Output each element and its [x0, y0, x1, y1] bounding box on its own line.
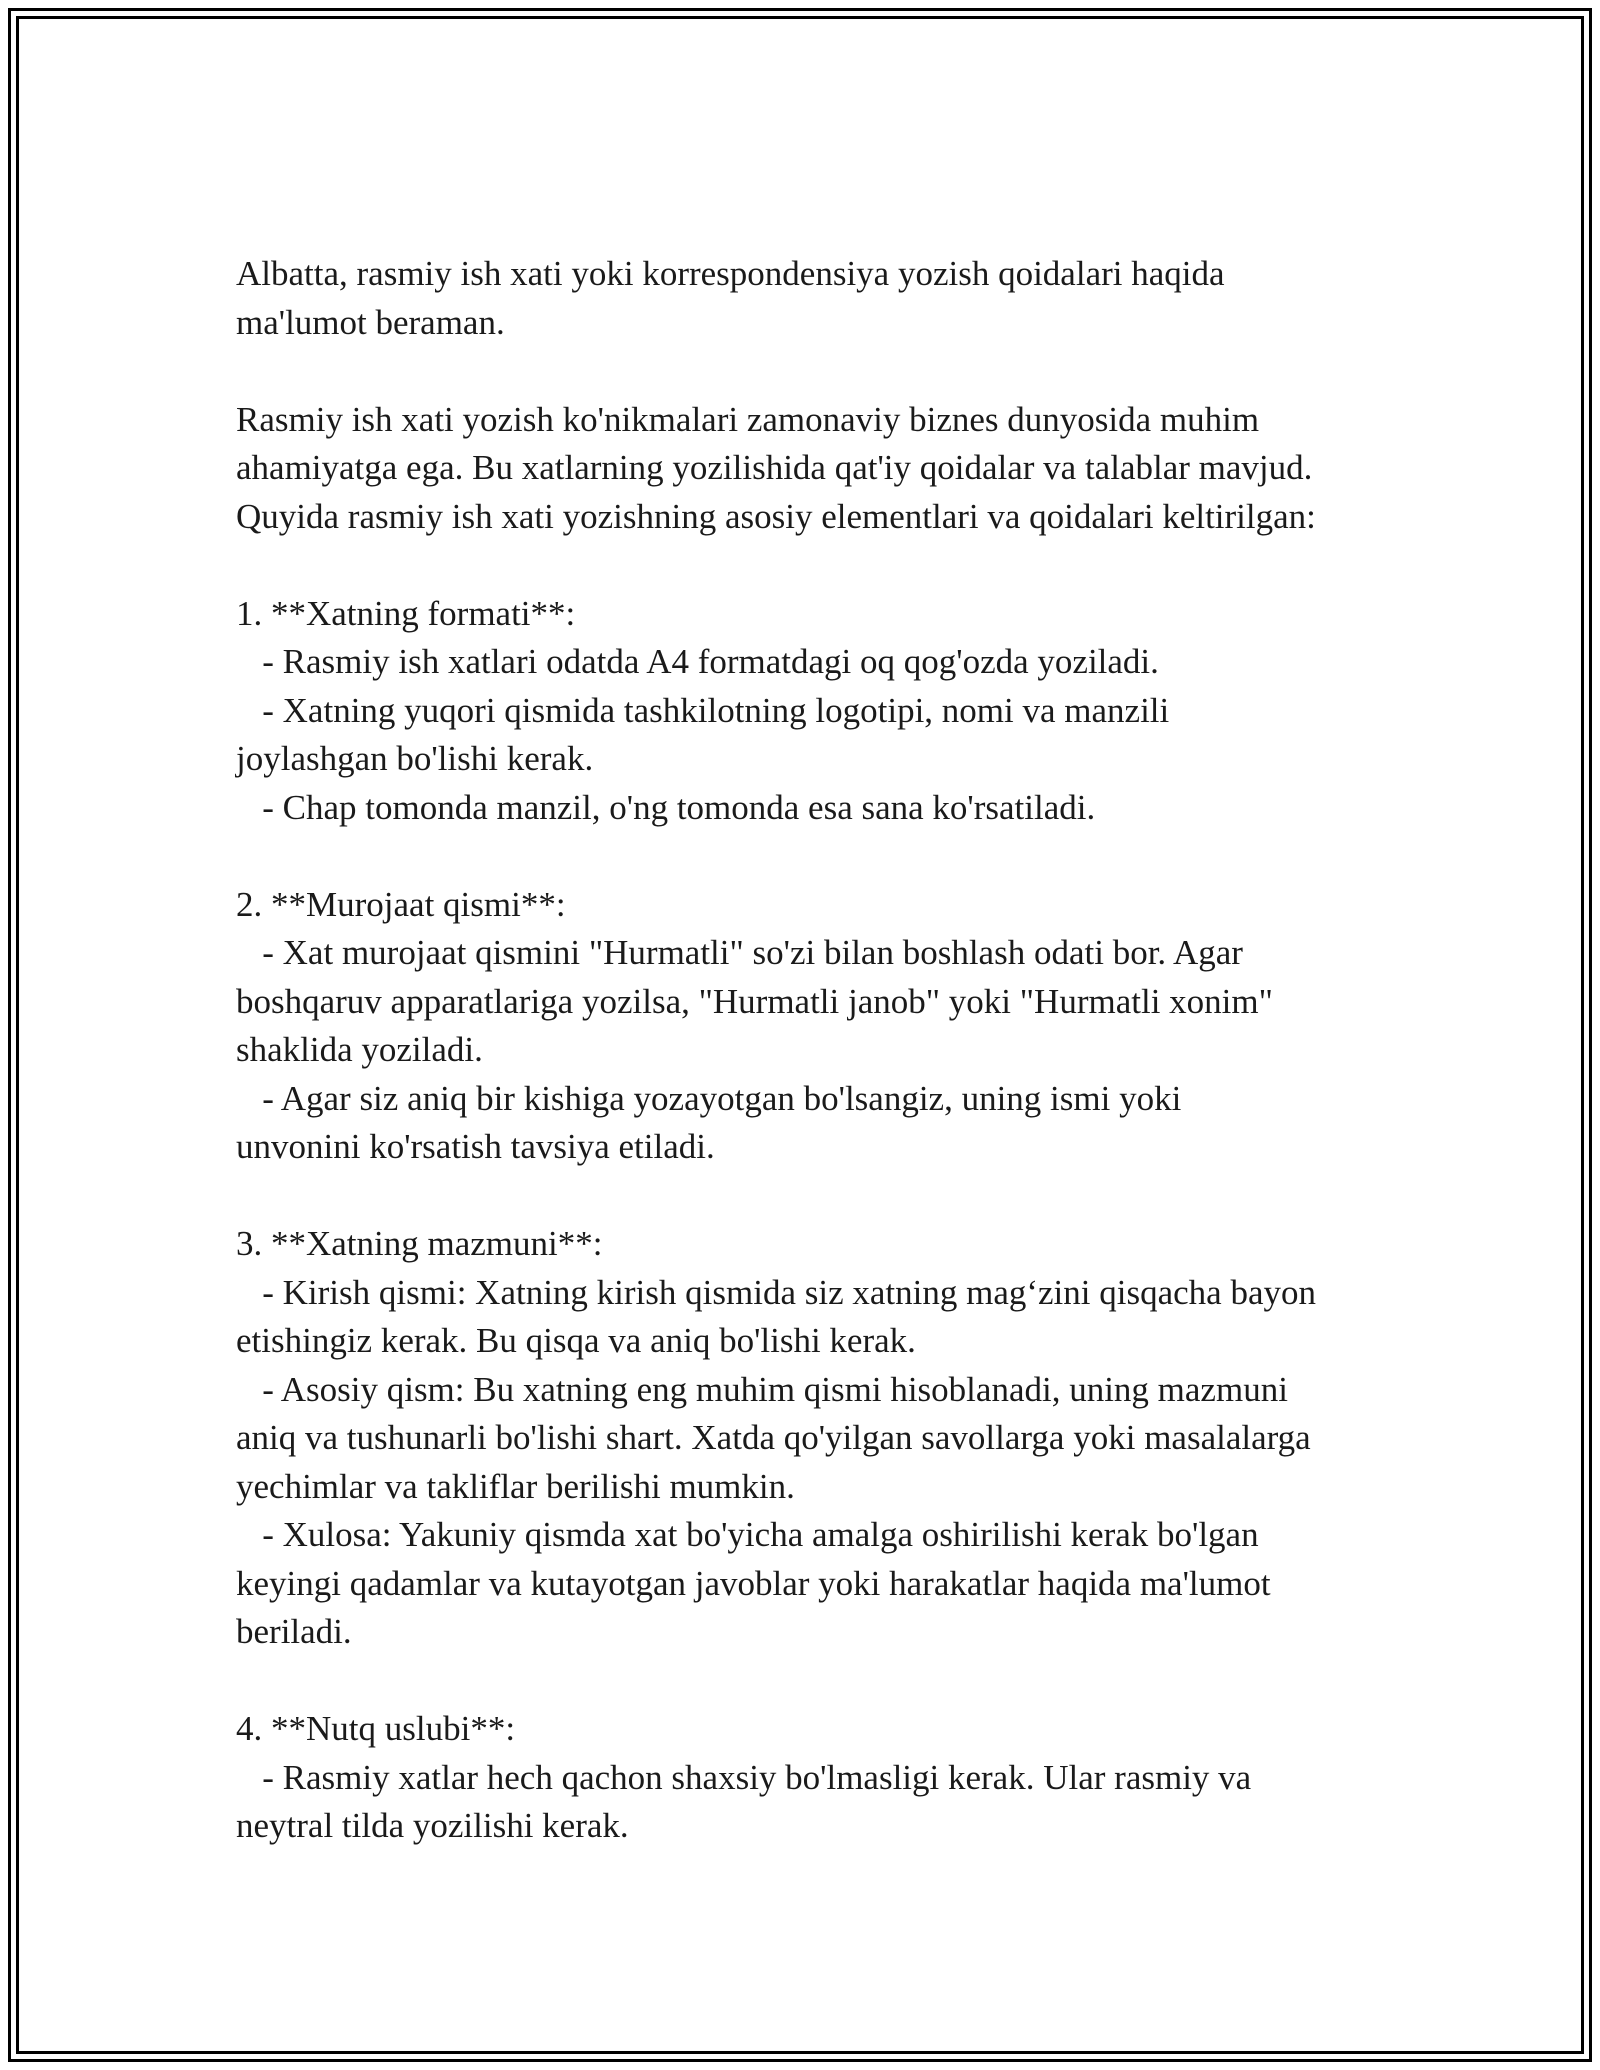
list-item: - Chap tomonda manzil, o'ng tomonda esa sana ko'rsatiladi.: [236, 787, 1096, 827]
paragraph-spacer: [236, 1657, 1386, 1706]
paragraph-spacer: [236, 832, 1386, 881]
text-line: shaklida yoziladi.: [236, 1030, 483, 1069]
list-item: - Agar siz aniq bir kishiga yozayotgan bo'lsangiz, uning ismi yoki: [236, 1078, 1182, 1118]
paragraph-spacer: [236, 541, 1386, 590]
text-line: aniq va tushunarli bo'lishi shart. Xatda qo'yilgan savollarga yoki masalalarga: [236, 1418, 1311, 1457]
section-format: [236, 590, 1386, 833]
paragraph-intro: [236, 250, 1386, 347]
list-item: - Rasmiy xatlar hech qachon shaxsiy bo'lmasligi kerak. Ular rasmiy va: [236, 1757, 1252, 1797]
text-line: ahamiyatga ega. Bu xatlarning yozilishida qat'iy qoidalar va talablar mavjud.: [236, 448, 1313, 487]
text-line: boshqaruv apparatlariga yozilsa, "Hurmatli janob" yoki "Hurmatli xonim": [236, 981, 1273, 1021]
text-line: ma'lumot beraman.: [236, 302, 505, 342]
section-heading: 1. **Xatning formati**:: [236, 593, 576, 633]
text-line: keyingi qadamlar va kutayotgan javoblar yoki harakatlar haqida ma'lumot: [236, 1563, 1271, 1603]
list-item: - Xatning yuqori qismida tashkilotning logotipi, nomi va manzili: [236, 690, 1170, 730]
section-style: [236, 1705, 1386, 1851]
text-line: Quyida rasmiy ish xati yozishning asosiy elementlari va qoidalari keltirilgan:: [236, 496, 1316, 536]
paragraph-overview: [236, 396, 1386, 542]
section-heading: 2. **Murojaat qismi**:: [236, 884, 566, 924]
text-line: joylashgan bo'lishi kerak.: [236, 739, 594, 778]
text-line: beriladi.: [236, 1612, 352, 1651]
text-line: unvonini ko'rsatish tavsiya etiladi.: [236, 1127, 715, 1166]
text-line: neytral tilda yozilishi kerak.: [236, 1806, 629, 1845]
paragraph-spacer: [236, 347, 1386, 396]
list-item: - Xulosa: Yakuniy qismda xat bo'yicha amalga oshirilishi kerak bo'lgan: [236, 1515, 1259, 1554]
paragraph-spacer: [236, 1172, 1386, 1221]
section-heading: 3. **Xatning mazmuni**:: [236, 1224, 603, 1263]
text-line: yechimlar va takliflar berilishi mumkin.: [236, 1466, 795, 1506]
section-heading: 4. **Nutq uslubi**:: [236, 1709, 516, 1748]
document-body: [236, 250, 1386, 1851]
list-item: - Kirish qismi: Xatning kirish qismida siz xatning mag‘zini qisqacha bayon: [236, 1272, 1316, 1312]
list-item: - Rasmiy ish xatlari odatda A4 formatdagi oq qog'ozda yoziladi.: [236, 642, 1159, 681]
text-line: Albatta, rasmiy ish xati yoki korrespondensiya yozish qoidalari haqida: [236, 254, 1225, 293]
text-line: etishingiz kerak. Bu qisqa va aniq bo'lishi kerak.: [236, 1321, 916, 1360]
list-item: - Asosiy qism: Bu xatning eng muhim qismi hisoblanadi, uning mazmuni: [236, 1369, 1288, 1409]
section-address: [236, 881, 1386, 1172]
list-item: - Xat murojaat qismini "Hurmatli" so'zi bilan boshlash odati bor. Agar: [236, 933, 1243, 972]
text-line: Rasmiy ish xati yozish ko'nikmalari zamonaviy biznes dunyosida muhim: [236, 399, 1260, 439]
section-content: [236, 1220, 1386, 1657]
